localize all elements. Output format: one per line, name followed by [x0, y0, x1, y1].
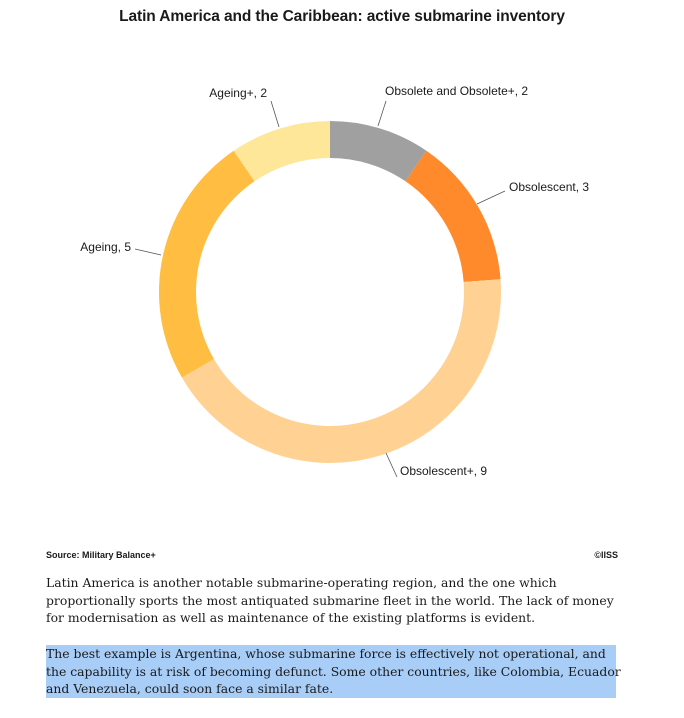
chart-copyright: ©IISS: [594, 550, 618, 560]
slice-label-4: Ageing+, 2: [209, 86, 267, 100]
chart-source: Source: Military Balance+: [46, 550, 156, 560]
donut-slice-obsolescent-: [182, 279, 501, 463]
paragraph-2-selected[interactable]: The best example is Argentina, whose submarine force is effectively not operational, and the capability is at risk of becoming defunct. Some other countries, like Colombia, Ecuador and Venezuela, could soon face a similar fate.: [46, 646, 621, 696]
leader-line-2: [386, 453, 397, 477]
slice-label-3: Ageing, 5: [80, 240, 131, 254]
leader-line-3: [135, 249, 161, 255]
slice-label-0: Obsolete and Obsolete+, 2: [385, 84, 529, 98]
paragraph-1: Latin America is another notable submarine-operating region, and the one which proportionally sports the most antiquated submarine fleet in the world. The lack of money for modernisation as well as maintenance of the existing platforms is evident.: [46, 575, 614, 625]
leader-line-1: [477, 191, 505, 204]
slice-label-2: Obsolescent+, 9: [400, 464, 488, 478]
donut-slices: [159, 121, 501, 463]
slice-label-1: Obsolescent, 3: [509, 180, 590, 194]
donut-slice-ageing: [159, 151, 255, 378]
donut-slice-obsolescent: [405, 151, 500, 282]
leader-line-4: [271, 101, 279, 127]
chart-title: Latin America and the Caribbean: active submarine inventory: [119, 8, 565, 25]
leader-line-0: [378, 101, 386, 126]
